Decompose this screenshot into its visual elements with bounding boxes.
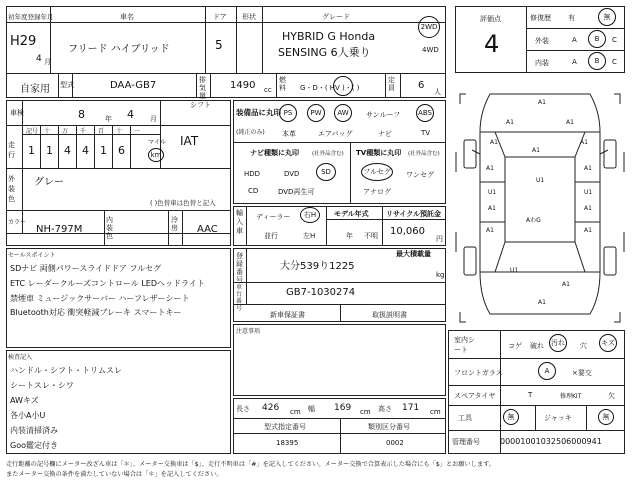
max-load-unit: kg bbox=[436, 271, 445, 279]
color-value: グレー bbox=[34, 177, 64, 188]
width-unit: cm bbox=[360, 408, 371, 416]
seat-kizu-circle: キズ bbox=[599, 334, 617, 352]
shift-label: シフト bbox=[190, 101, 211, 109]
tools-label: 工具 bbox=[458, 414, 472, 422]
height-unit: cm bbox=[430, 408, 441, 416]
chassis: GB7-1030274 bbox=[286, 287, 356, 298]
mileage-unit-label: 百 bbox=[98, 128, 105, 135]
reg-month: 4 bbox=[36, 54, 42, 64]
diagram-mark: A1 bbox=[538, 99, 546, 106]
interior-seat-label: 室内シート bbox=[454, 336, 475, 354]
type-spec-label: 型式指定番号 bbox=[264, 423, 306, 431]
diagram-mark: A1 bbox=[562, 281, 570, 288]
exterior-grade-c: C bbox=[612, 36, 617, 44]
class: 0002 bbox=[386, 439, 404, 447]
recycle-label: リサイクル預託金 bbox=[386, 210, 442, 218]
diagram-mark: U1 bbox=[510, 267, 519, 274]
mileage-unit-label: 十 bbox=[44, 128, 51, 135]
km-circle: km bbox=[148, 148, 164, 162]
jack-none-circle: 無 bbox=[598, 409, 614, 425]
exterior-label: 外装 bbox=[535, 37, 549, 45]
diagram-mark: A1 bbox=[506, 119, 514, 126]
nav-dvd: DVD bbox=[284, 170, 300, 178]
car-name: フリード ハイブリッド bbox=[68, 44, 170, 55]
doors: 5 bbox=[215, 38, 223, 52]
drive-4wd: 4WD bbox=[422, 46, 439, 54]
selling-line-1: SDナビ 両側パワースライドドア フルセグ bbox=[10, 264, 162, 273]
car-damage-diagram bbox=[450, 82, 630, 327]
shape-label: 形状 bbox=[242, 13, 256, 21]
mileage-unit-label: 千 bbox=[80, 128, 87, 135]
mileage-digit: 4 bbox=[82, 144, 89, 157]
diagram-mark: A1 bbox=[566, 119, 574, 126]
front-glass-a-circle: A bbox=[538, 362, 556, 380]
plate: 大分539り1225 bbox=[280, 261, 355, 272]
nav-sub: (社外品含む) bbox=[312, 151, 344, 157]
fuel-label: 燃料 bbox=[279, 76, 286, 92]
grade-line1: HYBRID G Honda bbox=[282, 30, 376, 43]
class-label: 類別区分番号 bbox=[368, 423, 410, 431]
front-glass-label: フロントガラス bbox=[454, 369, 503, 377]
mileage-digit: 6 bbox=[118, 144, 125, 157]
drive-2wd-circle: 2WD bbox=[418, 16, 440, 38]
diagram-mark: AわG bbox=[526, 217, 541, 224]
nav-dvd-play: DVD再生可 bbox=[278, 188, 315, 196]
diagram-mark: A1 bbox=[584, 227, 592, 234]
tv-fullseg-circle: フルセグ bbox=[361, 163, 393, 181]
notes-label: 注意事項 bbox=[236, 328, 261, 335]
selling-line-2: ETC レーダークルーズコントロール LEDヘッドライト bbox=[10, 279, 205, 288]
sunroof-label: サンルーフ bbox=[366, 111, 401, 119]
selling-line-4: Bluetooth対応 衝突軽減ブレーキ スマートキー bbox=[10, 308, 182, 317]
spare-tire-label: スペアタイヤ bbox=[454, 392, 496, 400]
selling-points-label: セールスポイント bbox=[8, 252, 56, 259]
use: 自家用 bbox=[20, 84, 50, 95]
inspector-line-5: 内装清掃済み bbox=[10, 426, 58, 435]
management-number: 0000100103250600094​1 bbox=[500, 437, 602, 446]
length-label: 長さ bbox=[236, 405, 250, 413]
parallel-label: 並行 bbox=[264, 232, 278, 240]
cc-unit: cc bbox=[264, 86, 272, 94]
height-label: 高さ bbox=[378, 405, 392, 413]
inspector-line-3: AWキズ bbox=[10, 396, 39, 405]
mileage-unit-label: 一 bbox=[134, 128, 141, 135]
footer-line-1: 走行距離の記号欄にメーター改ざん車は「＊」、メーター交換車は「$」、走行不明車は「#」を記入してください。メーター交換で合算表示した場合にも「$」とお願いします。 bbox=[6, 461, 495, 468]
diagram-mark: A1 bbox=[532, 147, 540, 154]
diagram-mark: A1 bbox=[486, 165, 494, 172]
model-label: 型式 bbox=[60, 81, 74, 89]
score: 4 bbox=[484, 30, 500, 58]
height: 171 bbox=[402, 403, 420, 413]
diagram-mark: U1 bbox=[584, 189, 593, 196]
equipment-title: 装備品に丸印 bbox=[236, 108, 281, 117]
nav-sd-circle: SD bbox=[316, 163, 336, 181]
ps-circle: PS bbox=[279, 104, 297, 122]
mileage-digit: 4 bbox=[64, 144, 71, 157]
navi-label: ナビ bbox=[378, 130, 392, 138]
repair-label: 修復歴 bbox=[530, 14, 551, 22]
interior-label: 内装 bbox=[535, 59, 549, 67]
mileage-digit: 1 bbox=[100, 144, 107, 157]
inspection-year: 8 bbox=[78, 108, 85, 121]
selling-line-3: 禁煙車 ミュージックサーバー ハーフレザーシート bbox=[10, 294, 190, 303]
displacement: 1490 bbox=[230, 80, 256, 91]
spare-t: T bbox=[528, 391, 533, 399]
tv-title: TV種類に丸印 bbox=[356, 149, 402, 157]
diagram-mark: U1 bbox=[488, 189, 497, 196]
model-year-unknown: 不明 bbox=[364, 232, 378, 240]
tv-label: TV bbox=[421, 129, 431, 137]
model-year-unit: 年 bbox=[346, 232, 353, 240]
type-spec: 18395 bbox=[276, 439, 299, 447]
capacity-unit: 人 bbox=[434, 88, 441, 96]
mile-label: マイル bbox=[148, 139, 166, 146]
recycle-value: 10,060 bbox=[390, 226, 425, 237]
width-label: 幅 bbox=[308, 405, 315, 413]
model: DAA-GB7 bbox=[110, 80, 157, 91]
max-load-label: 最大積載量 bbox=[396, 250, 431, 258]
seat-koge: コゲ bbox=[508, 342, 522, 350]
pw-circle: PW bbox=[307, 104, 325, 122]
diagram-mark: A1 bbox=[584, 165, 592, 172]
ac-label: 冷房 bbox=[171, 216, 178, 232]
length: 426 bbox=[262, 403, 280, 413]
right-h-circle: 右H bbox=[300, 207, 320, 223]
footer-line-2: またメーター交換の条件を満たしていない場合は「＊」を記入してください。 bbox=[6, 471, 223, 478]
management-label: 管理番号 bbox=[452, 438, 480, 446]
tools-none-circle: 無 bbox=[503, 409, 519, 425]
nav-cd: CD bbox=[248, 187, 259, 195]
color-label: 外装色 bbox=[8, 175, 15, 203]
interior-grade-c: C bbox=[612, 58, 617, 66]
nav-hdd: HDD bbox=[244, 170, 261, 178]
doors-label: ドア bbox=[213, 13, 227, 21]
front-glass-replace: ×要交 bbox=[572, 369, 592, 377]
plate-label: 登録番号 bbox=[236, 252, 243, 284]
color-code-label: カラー bbox=[8, 219, 27, 226]
diagram-mark: A1 bbox=[490, 139, 498, 146]
tv-oneseg: ワンセグ bbox=[406, 171, 434, 179]
reg-year: H29 bbox=[10, 34, 37, 49]
diagram-mark: A1 bbox=[488, 205, 496, 212]
displacement-label: 排気量 bbox=[199, 76, 206, 100]
mileage-unit-label: 記号 bbox=[26, 128, 39, 135]
aw-circle: AW bbox=[334, 104, 352, 122]
exterior-grade-b-circle: B bbox=[588, 30, 606, 48]
reg-year-label: 初年度登録年月 bbox=[8, 13, 54, 21]
interior-color-label: 内装色 bbox=[106, 216, 113, 240]
repair-yes: 有 bbox=[568, 14, 575, 22]
month-unit: 月 bbox=[44, 58, 51, 66]
mileage-digit: 1 bbox=[46, 144, 53, 157]
mileage-unit-label: 十 bbox=[116, 128, 123, 135]
inspection-month: 4 bbox=[127, 108, 134, 121]
inspector-line-4: 各小A小U bbox=[10, 411, 46, 420]
spare-none: 欠 bbox=[608, 392, 615, 400]
car-name-label: 車名 bbox=[120, 13, 134, 21]
inspection-label: 車検 bbox=[10, 109, 24, 117]
recycle-unit: 円 bbox=[436, 235, 443, 243]
tv-analog: アナログ bbox=[363, 188, 391, 196]
new-cert-label: 新車保証書 bbox=[270, 311, 305, 319]
seat-yabure: 破れ bbox=[530, 342, 544, 350]
inspection-year-unit: 年 bbox=[105, 115, 112, 123]
spare-kit: 修理KIT bbox=[560, 393, 582, 400]
inspector-line-1: ハンドル・シフト・トリムスレ bbox=[10, 366, 122, 375]
leather-label: 本革 bbox=[282, 130, 296, 138]
left-h-label: 左H bbox=[303, 232, 316, 240]
diagram-mark: U1 bbox=[536, 177, 545, 184]
jack-label: ジャッキ bbox=[544, 414, 572, 422]
color-code: NH-797M bbox=[36, 224, 83, 235]
repair-no-circle: 無 bbox=[598, 8, 616, 26]
inspector-line-6: Goo鑑定付き bbox=[10, 441, 58, 450]
tv-sub: (社外品含む) bbox=[408, 151, 440, 157]
mileage-label: 走行 bbox=[8, 141, 15, 159]
diagram-mark: A1 bbox=[580, 139, 588, 146]
diagram-mark: A1 bbox=[538, 299, 546, 306]
chassis-label: 車台番号 bbox=[236, 284, 243, 312]
score-label: 評価点 bbox=[480, 15, 501, 23]
notes-box bbox=[233, 324, 446, 396]
shift: IAT bbox=[180, 134, 199, 148]
seat-ana: 穴 bbox=[580, 342, 587, 350]
grade-label: グレード bbox=[322, 13, 350, 21]
mileage-unit-label: 万 bbox=[62, 128, 69, 135]
inspection-month-unit: 月 bbox=[150, 115, 157, 123]
length-unit: cm bbox=[290, 408, 301, 416]
grade-line2: SENSING 6人乗り bbox=[278, 46, 371, 59]
interior-grade-a: A bbox=[572, 58, 577, 66]
diagram-mark: A1 bbox=[486, 227, 494, 234]
equipment-title-sub: (純正のみ) bbox=[236, 129, 265, 136]
inspector-notes-label: 検査記入 bbox=[8, 354, 33, 361]
seat-yogore-circle: 汚れ bbox=[549, 334, 567, 352]
capacity-label: 定員 bbox=[388, 76, 395, 92]
interior-grade-b-circle: B bbox=[588, 52, 606, 70]
capacity: 6 bbox=[418, 80, 425, 91]
color-note: ( )色替車は色替と記入 bbox=[150, 199, 216, 207]
airbag-label: エアバッグ bbox=[318, 130, 353, 138]
model-year-label: モデル年式 bbox=[334, 210, 369, 218]
mileage-digit: 1 bbox=[28, 144, 35, 157]
manual-label: 取扱説明書 bbox=[372, 311, 407, 319]
import-label: 輸入車 bbox=[236, 209, 243, 235]
fuel-hv-circle bbox=[333, 76, 353, 96]
diagram-mark: A1 bbox=[584, 205, 592, 212]
dealer-label: ディーラー bbox=[256, 213, 291, 221]
fuel-options: G・D・( HV )・( ) bbox=[300, 84, 360, 92]
width: 169 bbox=[334, 403, 352, 413]
nav-title: ナビ種類に丸印 bbox=[250, 149, 299, 157]
abs-circle: ABS bbox=[416, 104, 434, 122]
inspector-line-2: シートスレ・シワ bbox=[10, 381, 74, 390]
ac: AAC bbox=[197, 224, 218, 235]
exterior-grade-a: A bbox=[572, 36, 577, 44]
